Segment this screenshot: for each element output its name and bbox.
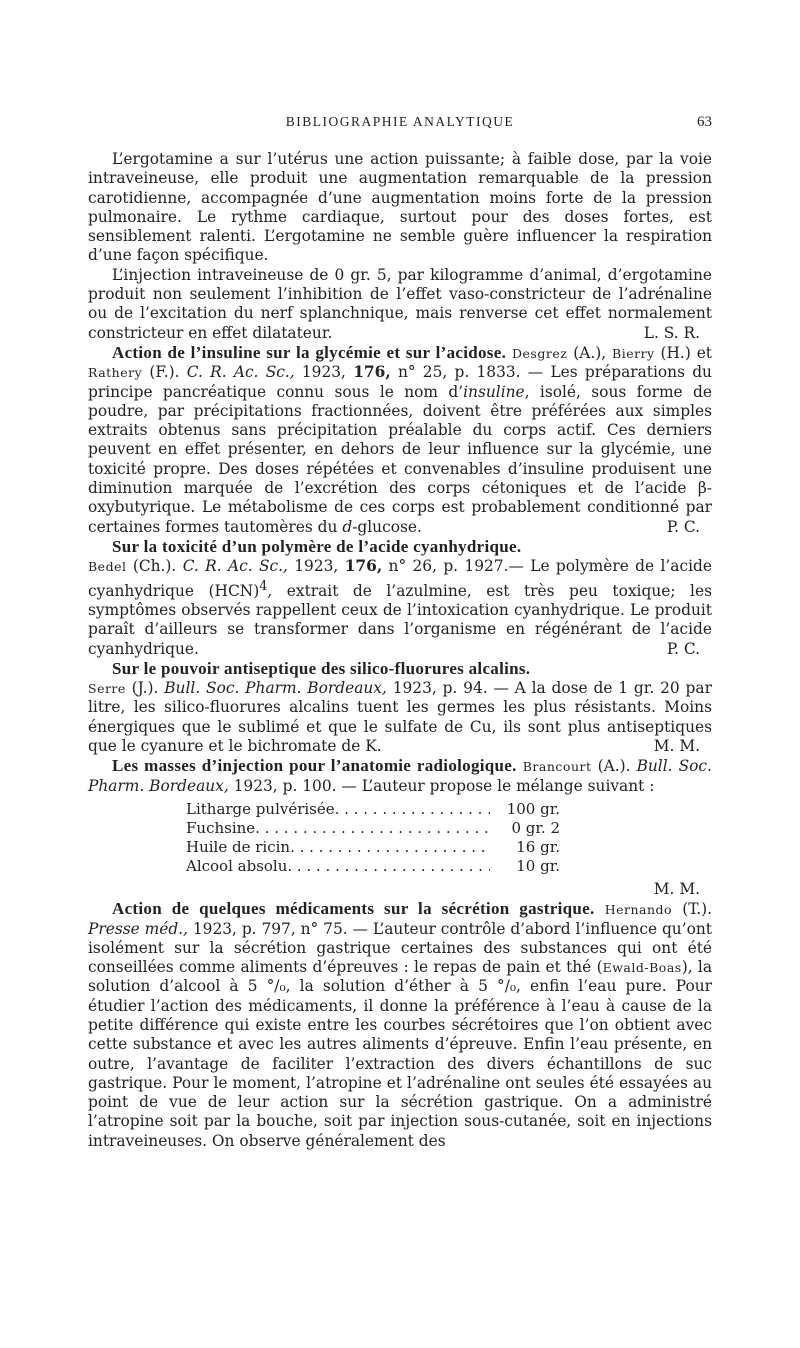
author-name: Bierry bbox=[612, 345, 655, 361]
formula-row bbox=[186, 819, 566, 838]
article-body: L’auteur propose le mélange suivant : bbox=[361, 776, 655, 795]
author-initials: (A.), bbox=[573, 343, 607, 362]
formula-table bbox=[186, 800, 566, 876]
article-signature: P. C. bbox=[666, 517, 700, 536]
journal-name: C. R. Ac. Sc., bbox=[182, 557, 288, 576]
article-body: , extrait de l’azulmine, est très peu toxique; les symptômes observés rappellent ceux de l’intoxication cyanhydrique. Le produit paraît d’ailleurs se transformer dans l’organisme en régénérant de l’acide cyanhydrique. bbox=[88, 581, 712, 658]
author-initials: (A.). bbox=[597, 757, 631, 776]
article-body: -glucose. bbox=[352, 517, 422, 536]
ingredient-quantity: 0 gr. 2 bbox=[511, 818, 560, 837]
ingredient-quantity: 16 gr. bbox=[516, 837, 560, 856]
article-title: Action de quelques médicaments sur la sécrétion gastrique. bbox=[112, 899, 595, 919]
reference-pages: 1923, p. 100. — bbox=[233, 776, 357, 795]
article-body: A la dose de 1 gr. 20 par litre, les silico-fluorures alcalins tuent les germes les plus résistants. Moins énergiques que le sublimé et que le sulfate de Cu, ils sont plus antiseptiques que le cyanure et le bichromate de K. bbox=[88, 679, 712, 756]
article-body: L’auteur contrôle d’abord l’influence qu’ont isolément sur la sécrétion gastrique certaines des substances qui ont été conseillées comme aliments d’épreuves : le repas de pain et thé ( bbox=[88, 919, 712, 977]
article-body: Le polymère de l’acide cyanhydrique (HCN) bbox=[88, 557, 712, 600]
author-initials: (J.). bbox=[131, 679, 159, 698]
publication-year: 1923, bbox=[294, 557, 339, 576]
journal-name: C. R. Ac. Sc., bbox=[186, 363, 295, 382]
ingredient-name: Huile de ricin bbox=[186, 837, 291, 856]
article-body: , isolé, sous forme de poudre, par précipitations fractionnées, doivent être préférées aux simples extraits obtenus sans précipitation préalable du corps actif. Ces derniers peuvent en effet présenter, en dehors de leur influence sur la glycémie, une toxicité propre. Des doses répétées et convenables d’insuline produisent une diminution marquée de l’excrétion des corps cétoniques et de l’acide β-oxybutyrique. Le métabolisme de ces corps est probablement conditionné par certaines formes tautomères du bbox=[88, 382, 712, 536]
reference-pages: n° 25, p. 1833. — bbox=[397, 363, 544, 382]
article-title: Les masses d’injection pour l’anatomie radiologique. bbox=[112, 756, 517, 776]
author-name: Bedel bbox=[88, 559, 127, 575]
reference-pages: 1923, p. 797, n° 75. — bbox=[192, 919, 368, 938]
running-head: BIBLIOGRAPHIE ANALYTIQUE bbox=[285, 114, 515, 129]
volume-number: 176, bbox=[353, 363, 391, 382]
leader-dots bbox=[287, 857, 490, 876]
article-body-italic: d bbox=[342, 517, 353, 536]
article-cyanhydrique bbox=[88, 537, 712, 659]
article-signature: M. M. bbox=[653, 737, 700, 756]
ingredient-name: Alcool absolu bbox=[186, 856, 288, 875]
article-title: Sur la toxicité d’un polymère de l’acide cyanhydrique. bbox=[112, 536, 522, 556]
publication-year: 1923, bbox=[301, 363, 346, 382]
ingredient-name: Fuchsine bbox=[186, 818, 256, 837]
reference-pages: n° 26, p. 1927.— bbox=[388, 557, 524, 576]
article-insuline bbox=[88, 343, 712, 537]
author-name: Hernando bbox=[604, 902, 673, 918]
journal-name: Bull. Soc. Pharm. Bordeaux, bbox=[164, 679, 387, 698]
author-initials: (H.) et bbox=[660, 343, 712, 362]
page-header bbox=[88, 114, 712, 136]
author-name: Rathery bbox=[88, 365, 143, 381]
intro-signature: L. S. R. bbox=[643, 323, 700, 342]
leader-dots bbox=[290, 838, 490, 857]
leader-dots bbox=[255, 819, 490, 838]
author-initials: (T.). bbox=[682, 900, 712, 919]
intro-paragraph-2 bbox=[88, 266, 712, 343]
ingredient-quantity: 100 gr. bbox=[506, 799, 560, 818]
article-body-italic: insuline bbox=[463, 382, 525, 401]
author-name: Ewald-Boas bbox=[602, 960, 682, 976]
intro-text-1: L’ergotamine a sur l’utérus une action puissante; à faible dose, par la voie intraveineuse, elle produit une augmentation remarquable de la pression carotidienne, accompagnée d’une augmentation moins forte de la pression pulmonaire. Le rythme cardiaque, surtout pour des doses fortes, est sensiblement ralenti. L’ergotamine ne semble guère influencer la respiration d’une façon spécifique. bbox=[88, 150, 712, 265]
ingredient-name: Litharge pulvérisée bbox=[186, 799, 335, 818]
author-initials: (F.). bbox=[149, 363, 180, 382]
author-initials: (Ch.). bbox=[132, 557, 177, 576]
article-silico-fluorures bbox=[88, 659, 712, 756]
article-signature: P. C. bbox=[666, 639, 700, 658]
article-body: Les préparations du principe pancréatique connu sous le nom d’ bbox=[88, 363, 712, 401]
formula-row bbox=[186, 857, 566, 876]
superscript: 4 bbox=[259, 578, 268, 594]
article-masses-injection bbox=[88, 756, 712, 796]
page-number: 63 bbox=[697, 114, 712, 130]
author-name: Brancourt bbox=[522, 759, 592, 775]
journal-name: Bull. Soc. Pharm. Bordeaux, bbox=[88, 757, 712, 795]
leader-dots bbox=[335, 800, 490, 819]
article-title: Action de l’insuline sur la glycémie et sur l’acidose. bbox=[112, 342, 507, 362]
journal-name: Presse méd., bbox=[88, 919, 188, 938]
article-secretion-gastrique bbox=[88, 899, 712, 1151]
article-body: ), la solution d’alcool à 5 °/₀, la solution d’éther à 5 °/₀, enfin l’eau pure. Pour étudier l’action des médicaments, il donne la préférence à l’eau à cause de la petite différence qui existe entre les courbes sécrétoires que l’on obtient avec cette substance et avec les autres aliments d’épreuve. Enfin l’eau présente, en outre, l’avantage de faciliter l’extraction des divers échantillons de suc gastrique. Pour le moment, l’atropine et l’adrénaline ont seules été essayées au point de vue de leur action sur la sécrétion gastrique. On a administré l’atropine soit par la bouche, soit par injection sous-cutanée, soit en injections intraveineuses. On observe généralement des bbox=[88, 958, 712, 1150]
reference-pages: 1923, p. 94. — bbox=[392, 679, 509, 698]
formula-row bbox=[186, 838, 566, 857]
author-name: Serre bbox=[88, 681, 126, 697]
ingredient-quantity: 10 gr. bbox=[516, 856, 560, 875]
page-body bbox=[88, 150, 712, 1151]
article-title: Sur le pouvoir antiseptique des silico-fluorures alcalins. bbox=[112, 658, 531, 678]
article-signature: M. M. bbox=[653, 879, 700, 898]
author-name: Desgrez bbox=[512, 345, 568, 361]
intro-paragraph-1 bbox=[88, 150, 712, 266]
intro-text-2: L’injection intraveineuse de 0 gr. 5, par kilogramme d’animal, d’ergotamine produit non seulement l’inhibition de l’effet vaso-constricteur de l’adrénaline ou de l’excitation du nerf splanchnique, mais renverse cet effet normalement constricteur en effet dilatateur. bbox=[88, 265, 712, 342]
volume-number: 176, bbox=[344, 557, 383, 576]
formula-row bbox=[186, 800, 566, 819]
